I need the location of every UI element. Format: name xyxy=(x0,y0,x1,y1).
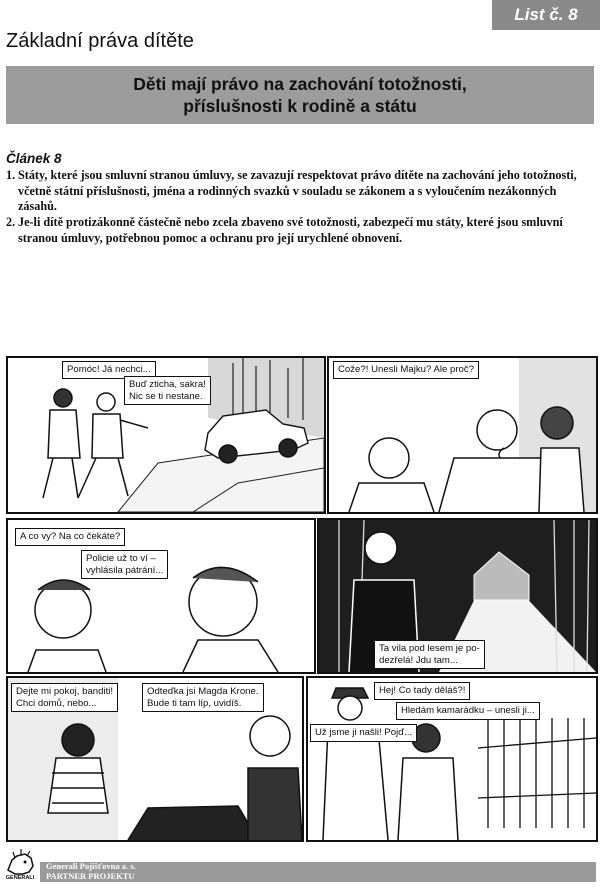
bubble-line: Ta vila pod lesem je po- xyxy=(379,643,480,654)
bubble-line: Buď zticha, sakra! xyxy=(129,379,206,390)
logo-caption: GENERALI xyxy=(5,875,35,881)
speech-bubble: Už jsme ji našli! Pojď... xyxy=(310,724,417,742)
paragraph-text: Státy, které jsou smluvní stranou úmluvy, se zavazují respektovat právo dítěte na zachování jeho totožnosti, včetně státní příslušnosti, jména a rodinných svazků v souladu se zákonem a s vyloučením nezákonných zásahů. xyxy=(18,168,577,213)
sponsor-line: PARTNER PROJEKTU xyxy=(46,870,135,881)
page-title: Základní práva dítěte xyxy=(6,30,194,52)
bubble-line: Odteďka jsi Magda Krone. xyxy=(147,686,259,697)
speech-bubble xyxy=(142,683,264,712)
article-paragraph-1 xyxy=(6,168,594,215)
bubble-line: Bude ti tam líp, uvidíš. xyxy=(147,697,242,709)
speech-bubble xyxy=(11,683,118,712)
sheet-number-tag: List č. 8 xyxy=(492,0,600,30)
bubble-line: dezřelá! Jdu tam... xyxy=(379,654,458,666)
sponsor-text xyxy=(46,862,136,881)
comic-panel-1 xyxy=(6,356,326,514)
speech-bubble: Hej! Co tady děláš?! xyxy=(374,682,470,700)
bubble-line: vyhlásila pátrání... xyxy=(86,564,164,576)
paragraph-text: Je-li dítě protizákonně částečně nebo zcela zbaveno své totožnosti, zabezpečí mu státy, které jsou smluvní stranou úmluvy, potřebnou pomoc a ochranu pro její urychlené obnovení. xyxy=(18,215,563,245)
speech-bubble: Pomóc! Já nechci... xyxy=(62,361,156,379)
speech-bubble xyxy=(374,640,485,669)
sponsor-line: Generali Pojišťovna a. s. xyxy=(46,861,136,871)
comic-panel-7 xyxy=(306,676,598,842)
comic-panel-3 xyxy=(6,518,316,674)
paragraph-number: 2. xyxy=(6,215,16,229)
paragraph-number: 1. xyxy=(6,168,16,182)
comic-panel-2 xyxy=(327,356,598,514)
comic-panel-5 xyxy=(6,676,304,842)
banner-line-1: Děti mají právo na zachování totožnosti, xyxy=(133,74,467,94)
bubble-line: Dejte mi pokoj, banditi! xyxy=(16,686,114,697)
speech-bubble: Cože?! Unesli Majku? Ale proč? xyxy=(333,361,479,379)
article-paragraph-2 xyxy=(6,215,594,246)
speech-bubble: A co vy? Na co čekáte? xyxy=(15,528,125,546)
speech-bubble xyxy=(81,550,168,579)
bubble-line: Nic se ti nestane. xyxy=(129,390,203,402)
speech-bubble xyxy=(124,376,211,405)
banner-line-2: příslušnosti k rodině a státu xyxy=(183,96,417,116)
article-heading: Článek 8 xyxy=(6,151,62,166)
family-scene-illustration xyxy=(329,358,596,512)
speech-bubble: Hledám kamarádku – unesli ji... xyxy=(396,702,540,720)
comic-panel-4 xyxy=(317,518,598,674)
bubble-line: Chci domů, nebo... xyxy=(16,697,97,709)
topic-banner xyxy=(6,66,594,124)
bubble-line: Policie už to ví – xyxy=(86,553,156,564)
